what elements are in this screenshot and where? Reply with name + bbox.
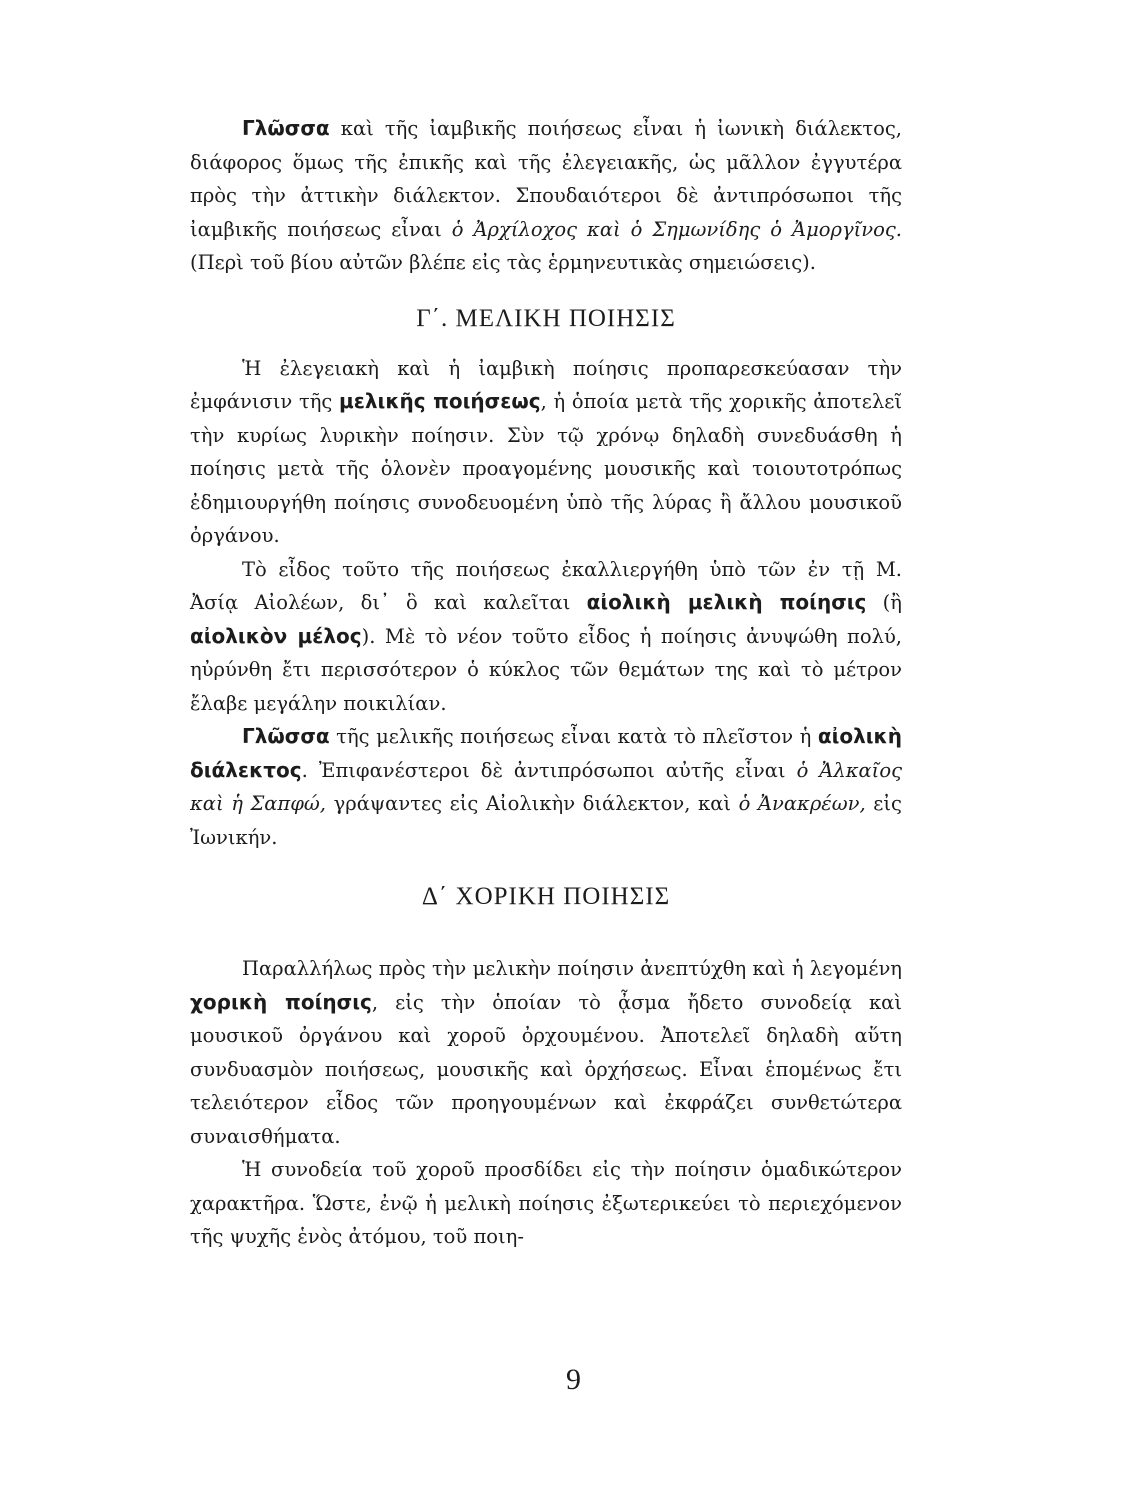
bold-term: χορικὴ ποίησις: [190, 989, 372, 1014]
text: . Ἐπιφανέστεροι δὲ ἀντιπρόσωποι αὐτῆς εἶναι: [301, 758, 797, 782]
page-number: 9: [566, 1363, 581, 1396]
text: καὶ τῆς ἰαμβικῆς ποιήσεως εἶναι ἡ ἰωνικὴ διάλεκτος, διάφορος ὅμως τῆς ἐπικῆς καὶ τῆς ἐλεγειακῆς, ὡς μᾶλλον ἐγγυτέρα πρὸς τὴν ἀττικὴν διάλεκτον. Σπουδαιότεροι δὲ ἀντιπρόσωποι τῆς ἰαμβικῆς ποιήσεως εἶναι: [190, 117, 902, 241]
bold-term: μελικῆς ποιήσεως: [339, 389, 541, 413]
text: , ἡ ὁποία μετὰ τῆς χορικῆς ἀποτελεῖ τὴν κυρίως λυρικὴν ποίησιν. Σὺν τῷ χρόνῳ δηλαδὴ συνεδυάσθη ἡ ποίησις μετὰ τῆς ὁλονὲν προαγομένης μουσικῆς καὶ τοιουτοτρόπως ἐδημιουργήθη ποίησις συνοδευομένη ὑπὸ τῆς λύρας ἢ ἄλλου μουσικοῦ ὀργάνου.: [190, 390, 903, 547]
paragraph-choral-intro: [190, 952, 902, 1153]
paragraph-iambic-language: [190, 112, 902, 280]
bold-term: αἰολικὸν μέλος: [190, 623, 362, 648]
bold-term: αἰολικὴ διάλεκτος: [190, 724, 902, 782]
page-body: [190, 112, 902, 1254]
bold-term: Γλῶσσα: [242, 116, 330, 140]
paragraph-melic-intro: [190, 352, 902, 553]
text: , εἰς τὴν ὁποίαν τὸ ᾆσμα ἤδετο συνοδείᾳ καὶ μουσικοῦ ὀργάνου καὶ χοροῦ ὀρχουμένου. Ἀποτελεῖ δηλαδὴ αὕτη συνδυασμὸν ποιήσεως, μουσικῆς καὶ ὀρχήσεως. Εἶναι ἑπομένως ἔτι τελειότερον εἶδος τῶν προηγουμένων καὶ ἐκφράζει συνθετώτερα συναισθήματα.: [190, 990, 902, 1148]
text: Παραλλήλως πρὸς τὴν μελικὴν ποίησιν ἀνεπτύχθη καὶ ἡ λεγομένη: [242, 957, 902, 980]
section-heading-melic: Γ΄. ΜΕΛΙΚΗ ΠΟΙΗΣΙΣ: [416, 304, 676, 332]
text: (Περὶ τοῦ βίου αὐτῶν βλέπε εἰς τὰς ἑρμηνευτικὰς σημειώσεις).: [190, 251, 816, 274]
text: Ἡ ἐλεγειακὴ καὶ ἡ ἰαμβικὴ ποίησις προπαρεσκεύασαν τὴν ἐμφάνισιν τῆς: [190, 356, 902, 413]
text: ). Μὲ τὸ νέον τοῦτο εἶδος ἡ ποίησις ἀνυψώθη πολύ, ηὐρύνθη ἔτι περισσότερον ὁ κύκλος τῶν θεμάτων της καὶ τὸ μέτρον ἔλαβε μεγάλην ποικιλίαν.: [190, 624, 902, 715]
paragraph-choral-character: [190, 1153, 902, 1254]
text: τῆς μελικῆς ποιήσεως εἶναι κατὰ τὸ πλεῖστον ἡ: [329, 725, 818, 748]
text: Ἡ συνοδεία τοῦ χοροῦ προσδίδει εἰς τὴν ποίησιν ὁμαδικώτερον χαρακτῆρα. Ὥστε, ἐνῷ ἡ μελικὴ ποίησις ἐξωτερικεύει τὸ περιεχόμενον τῆς ψυχῆς ἑνὸς ἀτόμου, τοῦ ποιη-: [190, 1158, 902, 1248]
bold-term: Γλῶσσα: [242, 724, 330, 748]
text: εἰς Ἰωνικήν.: [190, 792, 902, 849]
section-heading-choral: Δ΄ ΧΟΡΙΚΗ ΠΟΙΗΣΙΣ: [421, 883, 671, 910]
paragraph-aeolic: [190, 553, 902, 721]
italic-names: ὁ Ἀλκαῖος καὶ ἡ Σαπφώ,: [190, 758, 902, 815]
text: (ἢ: [866, 591, 902, 614]
bold-term: αἰολικὴ μελικὴ ποίησις: [586, 590, 867, 614]
paragraph-melic-language: [190, 720, 902, 854]
italic-names: ὁ Ἀνακρέων,: [738, 792, 866, 815]
text: Τὸ εἶδος τοῦτο τῆς ποιήσεως ἐκαλλιεργήθη ὑπὸ τῶν ἐν τῇ Μ. Ἀσίᾳ Αἰολέων, δι᾽ ὃ καὶ καλεῖται: [190, 557, 902, 614]
italic-names: ὁ Ἀρχίλοχος καὶ ὁ Σημωνίδης ὁ Ἀμοργῖνος.: [451, 217, 902, 241]
text: γράψαντες εἰς Αἰολικὴν διάλεκτον, καὶ: [326, 792, 739, 815]
